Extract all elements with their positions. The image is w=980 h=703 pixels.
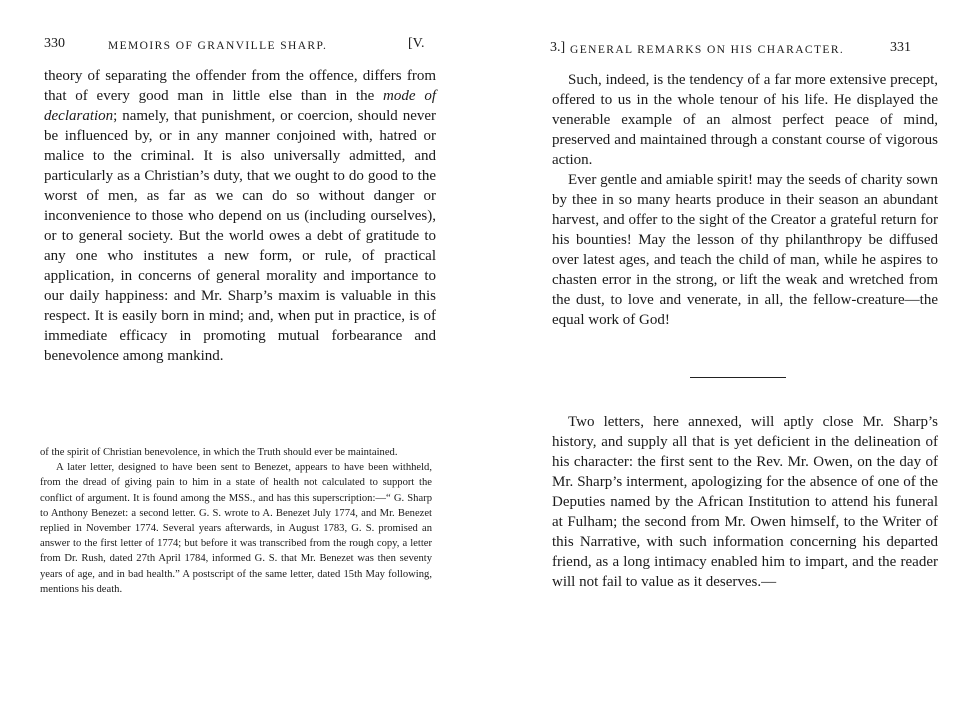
- section-mark: [V.: [408, 36, 425, 51]
- section-mark: 3.]: [550, 40, 566, 55]
- paragraph-1-text: Such, indeed, is the tendency of a far more extensive precept, offered to us in the whole tenour of his life. He displayed the venerable example of an almost perfect peace of mind, preserved and maintained through a constant course of vigorous action.: [552, 72, 938, 168]
- main-text-end: ; namely, that punishment, or coercion, should never be influenced by, or in any manner conjoined with, hatred or malice to the criminal. It is also universally admitted, and particularly as a Christian’s duty, that we ought to do good to the worst of men, as far as we can do so without danger or inconvenience to those who depend on us (including ourselves), or to general society. But the world owes a debt of gratitude to any one who institutes a new form, or rule, of practical application, in concerns of general morality and importance to our daily happiness: and Mr. Sharp’s maxim is valuable in this respect. It is easily born in mind; and, when put in practice, is of immediate efficacy in promoting mutual forbearance and benevolence among mankind.: [44, 108, 436, 364]
- right-page: [490, 0, 980, 703]
- paragraph-3-text: Two letters, here annexed, will aptly close Mr. Sharp’s history, and supply all that is yet deficient in the delineation of his character: the first sent to the Rev. Mr. Owen, on the day of Mr. Sharp’s interment, apologizing for the absence of one of the Deputies named by the African Institution to attend his funeral at Fulham; the second from Mr. Owen himself, to the Writer of this Narrative, with such information concerning his departed friend, as a long intimacy enabled him to impart, and the reader will not fail to value as it deserves.—: [552, 414, 938, 590]
- running-title: GENERAL REMARKS ON HIS CHARACTER.: [570, 44, 845, 56]
- italic-phrase: mode of declaration: [44, 88, 436, 124]
- footnote: A later letter, designed to have been sent to Benezet, appears to have been withheld, from the dread of giving pain to him in a state of health not calculated to support the conflict of argument. It is found among the MSS., and has this superscription:—“ G. Sharp to Anthony Benezet: a second letter. G. S. wrote to A. Benezet July 1774, and Mr. Benezet replied in November 1774. Several years afterwards, in August 1783, G. S. promised an answer to the first letter of 1774; but before it was transcribed from the rough copy, a letter from Dr. Rush, dated 27th April 1784, informed G. S. that Mr. Benezet was then seventy years of age, and in bad health.” A postscript of the same letter, dated 15th May following, mentions his death.: [40, 462, 432, 595]
- running-title: MEMOIRS OF GRANVILLE SHARP.: [108, 40, 328, 52]
- section-divider: [690, 377, 786, 378]
- footnotes: [40, 445, 432, 597]
- paragraph-3: [552, 412, 938, 592]
- main-paragraph: [44, 66, 436, 366]
- footnote-continuation: of the spirit of Christian benevolence, in which the Truth should ever be maintained.: [40, 447, 398, 458]
- paragraph-2-text: Ever gentle and amiable spirit! may the seeds of charity sown by thee in so many hearts produce in their season an abundant harvest, and offer to the sight of the Creator a grateful return for his bounties! May the lesson of thy philanthropy be diffused over latest ages, and teach the child of man, while he aspires to chasten error in the strong, or lift the weak and wretched from the dust, to love and venerate, in all, the fellow-creature—the equal work of God!: [552, 172, 938, 328]
- page-number: 330: [44, 36, 65, 51]
- page-number: 331: [890, 40, 911, 55]
- main-text-start: theory of separating the offender from the offence, differs from that of every good man in little else than in the: [44, 68, 436, 104]
- paragraph-1: [552, 70, 938, 170]
- main-text: [44, 66, 436, 366]
- paragraph-2: [552, 170, 938, 330]
